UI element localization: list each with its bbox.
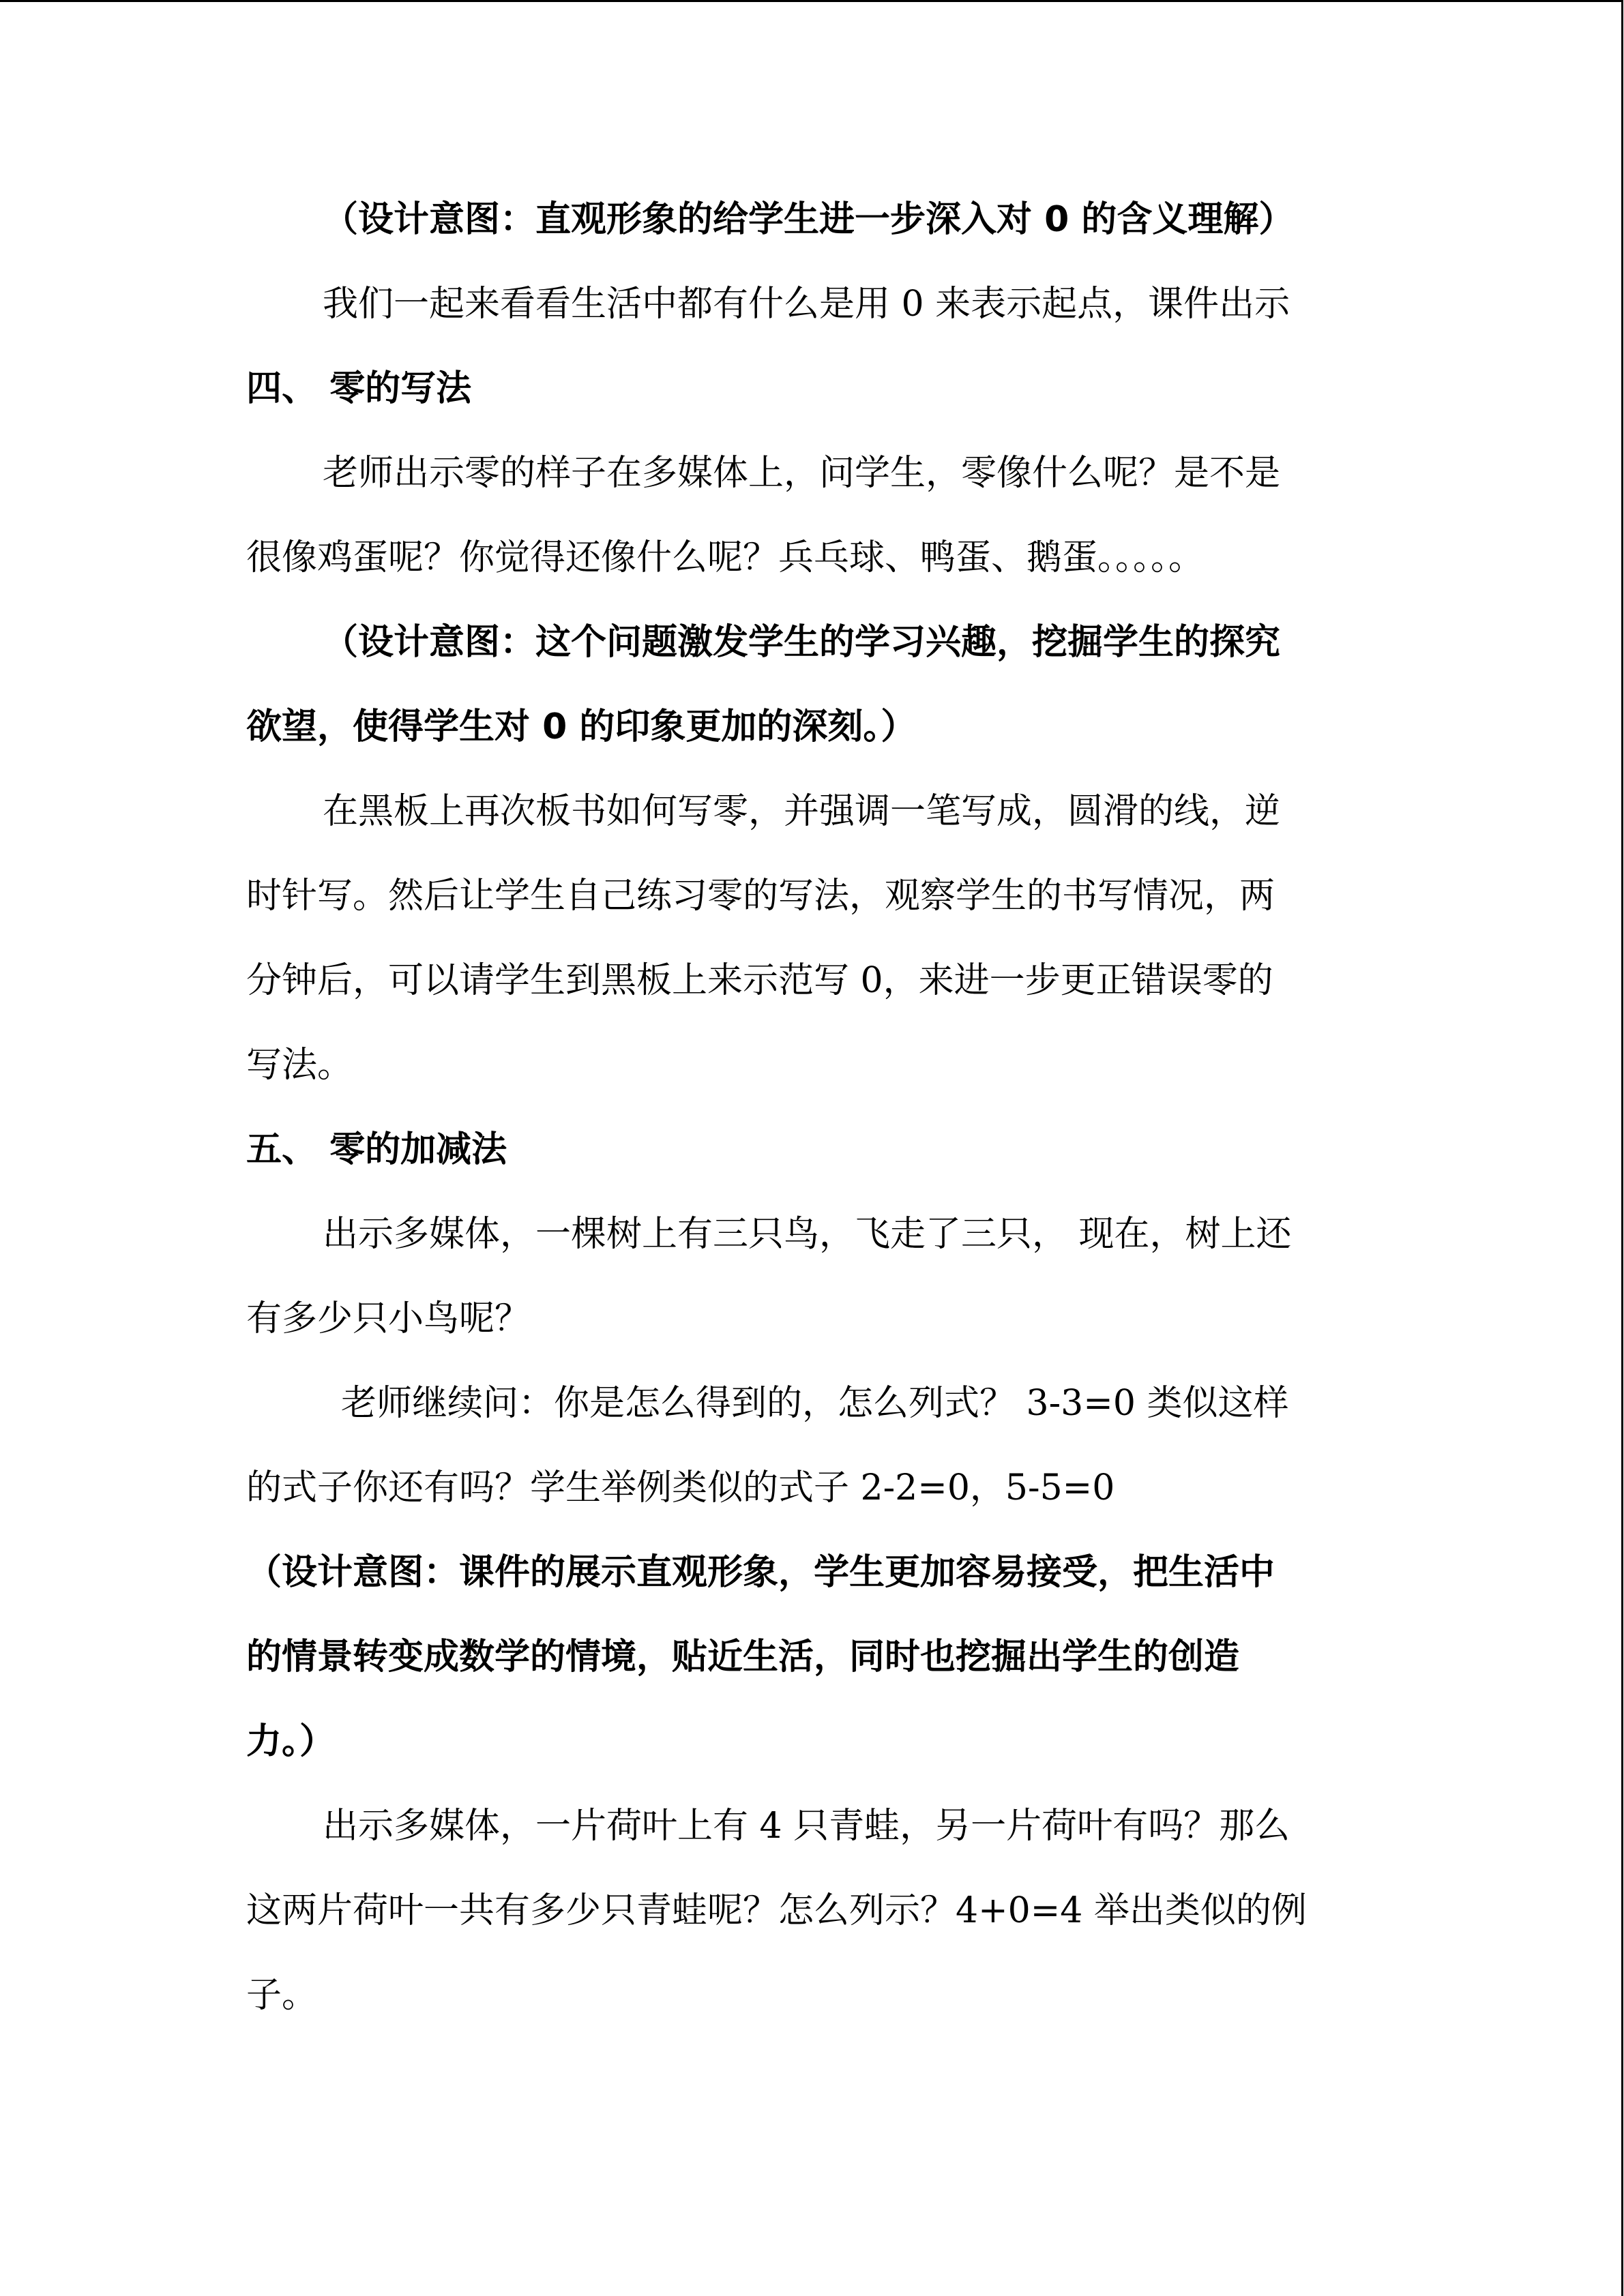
paragraph-line: 在黑板上再次板书如何写零，并强调一笔写成，圆滑的线，逆 (323, 791, 1281, 832)
paragraph-line: 老师出示零的样子在多媒体上，问学生，零像什么呢？是不是 (323, 453, 1281, 494)
paragraph-line: 出示多媒体，一棵树上有三只鸟，飞走了三只， 现在，树上还 (323, 1214, 1292, 1255)
paragraph-line: 有多少只小鸟呢？ (246, 1298, 531, 1339)
paragraph-line: 的式子你还有吗？学生举例类似的式子 2-2=0，5-5=0 (246, 1467, 1115, 1508)
paragraph-line: 子。 (246, 1975, 318, 2016)
section-heading-writing-zero: 四、 零的写法 (246, 368, 472, 409)
design-intent-note-2: （设计意图：这个问题激发学生的学习兴趣，挖掘学生的探究 (323, 622, 1281, 663)
paragraph-line: 出示多媒体，一片荷叶上有 4 只青蛙，另一片荷叶有吗？那么 (323, 1806, 1290, 1847)
design-intent-note-3-cont: 的情景转变成数学的情境，贴近生活，同时也挖掘出学生的创造 (246, 1637, 1240, 1678)
paragraph-line: 时针写。然后让学生自己练习零的写法，观察学生的书写情况，两 (246, 876, 1275, 916)
paragraph-line: 这两片荷叶一共有多少只青蛙呢？怎么列示？4+0=4 举出类似的例 (246, 1890, 1307, 1931)
design-intent-note-2-cont: 欲望，使得学生对 0 的印象更加的深刻。） (246, 706, 917, 747)
section-heading-add-subtract-zero: 五、 零的加减法 (246, 1129, 507, 1170)
design-intent-note-3-end: 力。） (246, 1721, 336, 1762)
paragraph-line: 分钟后，可以请学生到黑板上来示范写 0，来进一步更正错误零的 (246, 960, 1273, 1001)
paragraph-line: 很像鸡蛋呢？你觉得还像什么呢？兵乓球、鸭蛋、鹅蛋。。。。。 (246, 537, 1205, 578)
paragraph-line: 写法。 (246, 1045, 353, 1086)
design-intent-note-3: （设计意图：课件的展示直观形象，学生更加容易接受，把生活中 (246, 1552, 1275, 1593)
design-intent-note-1: （设计意图：直观形象的给学生进一步深入对 0 的含义理解） (323, 199, 1295, 240)
paragraph-line: 老师继续问：你是怎么得到的，怎么列式？ 3-3=0 类似这样 (341, 1383, 1289, 1424)
paragraph-line: 我们一起来看看生活中都有什么是用 0 来表示起点，课件出示 (323, 284, 1290, 325)
